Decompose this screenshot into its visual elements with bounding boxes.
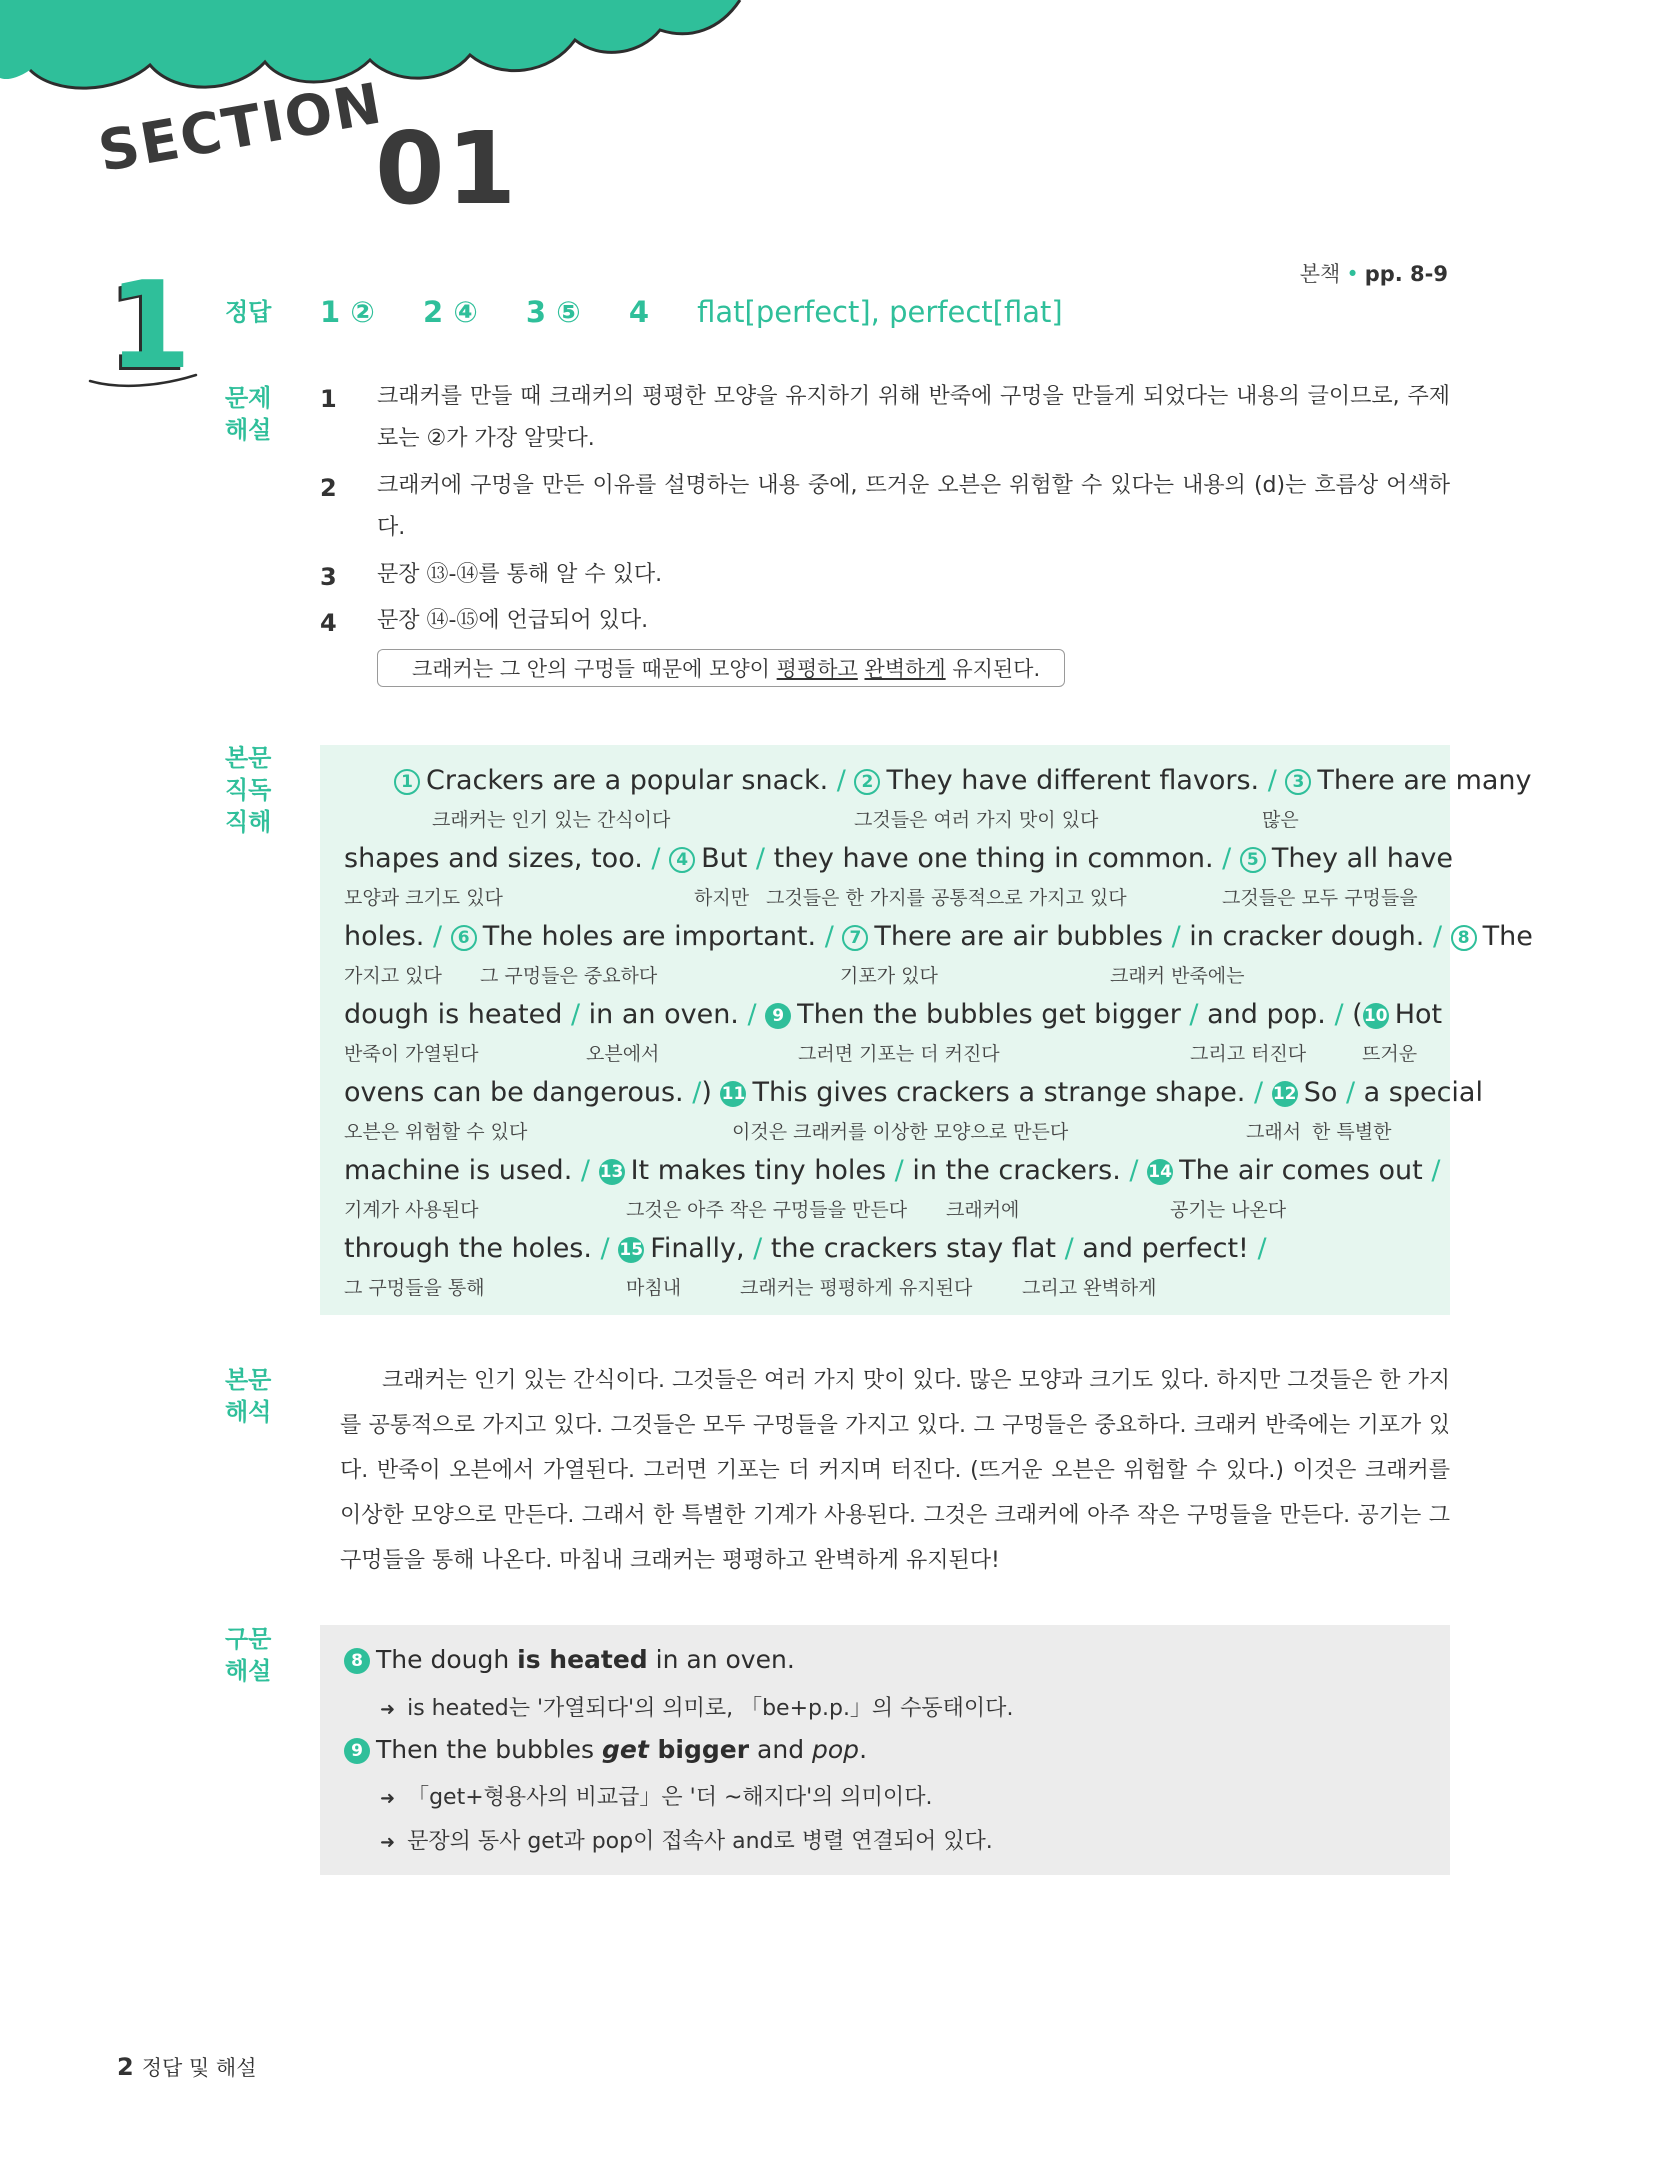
- reading-line-1: [344, 765, 1532, 843]
- reading-label-line3: 직해: [225, 808, 272, 836]
- reading-ko: 기포가 있다: [840, 965, 938, 987]
- explanation-4-text: 문장 ⑭-⑮에 언급되어 있다.: [377, 608, 649, 633]
- reading-en: ovens can be dangerous. /) 11 This gives crackers a strange shape. / 12 So / a special: [344, 1077, 1483, 1108]
- section-number: 01: [375, 110, 519, 227]
- item-number: 1: [108, 257, 192, 396]
- translation-label-line1: 본문: [225, 1366, 272, 1394]
- reading-box: [320, 745, 1533, 1315]
- grammar-s8-c: in an oven.: [647, 1645, 795, 1674]
- grammar-s8-a: The dough: [376, 1645, 518, 1674]
- reading-ko: 크래커에: [946, 1199, 1020, 1221]
- reading-label-line1: 본문: [225, 744, 272, 772]
- grammar-note-9b-text: 문장의 동사 get과 pop이 접속사 and로 병렬 연결되어 있다.: [407, 1829, 993, 1854]
- summary-text-c: 유지된다.: [945, 657, 1041, 681]
- reading-ko: 크래커는 인기 있는 간식이다: [432, 809, 671, 831]
- grammar-s9-bigger: bigger: [648, 1735, 750, 1764]
- reading-ko: 그리고 터진다: [1190, 1043, 1307, 1065]
- grammar-label-line2: 해설: [225, 1657, 272, 1685]
- explanation-1-number: 1: [320, 385, 337, 413]
- reading-label: [225, 742, 285, 838]
- explanation-4-number: 4: [320, 609, 337, 637]
- book-page-reference: [1300, 258, 1448, 288]
- section-word: SECTION: [93, 71, 388, 185]
- page-number: 2: [117, 2053, 134, 2081]
- grammar-s9-pop: pop: [812, 1735, 860, 1764]
- summary-text-a: 크래커는 그 안의 구멍들 때문에 모양이: [412, 657, 777, 681]
- explanation-2-number: 2: [320, 474, 337, 502]
- sentence-number-9: 9: [344, 1738, 370, 1764]
- book-ref-prefix: 본책: [1299, 262, 1341, 286]
- explanation-1-text: 크래커를 만들 때 크래커의 평평한 모양을 유지하기 위해 반죽에 구멍을 만들게 되었다는 내용의 글이므로, 주제로는 ②가 가장 알맞다.: [377, 384, 1450, 451]
- answer-4-number: 4: [628, 295, 649, 329]
- explanation-label-line1: 문제: [225, 384, 272, 412]
- answer-4: [629, 295, 1101, 329]
- grammar-s9-get: get: [602, 1735, 649, 1764]
- reading-line-3: [344, 921, 1533, 999]
- reading-en: holes. / 6 The holes are important. / 7 There are air bubbles / in cracker dough. / 8 The: [344, 921, 1533, 952]
- reading-ko: 반죽이 가열된다: [344, 1043, 479, 1065]
- reading-en: through the holes. / 15 Finally, / the crackers stay flat / and perfect! /: [344, 1233, 1267, 1264]
- reading-ko: 뜨거운: [1362, 1043, 1418, 1065]
- answer-1: 1 ②: [320, 295, 375, 329]
- reading-ko: 그것은 아주 작은 구멍들을 만든다: [626, 1199, 908, 1221]
- grammar-box: [320, 1625, 1450, 1875]
- summary-underlined-1: 평평하고: [776, 657, 858, 681]
- arrow-right-icon: ➜: [380, 1699, 396, 1720]
- grammar-note-9a: [380, 1780, 932, 1811]
- reading-ko: 크래커 반죽에는: [1110, 965, 1245, 987]
- reading-ko: 크래커는 평평하게 유지된다: [740, 1277, 973, 1299]
- explanation-label-line2: 해설: [225, 416, 272, 444]
- section-title: [93, 71, 665, 230]
- reading-label-line2: 직독: [225, 776, 272, 804]
- translation-text: 크래커는 인기 있는 간식이다. 그것들은 여러 가지 맛이 있다. 많은 모양과 크기도 있다. 하지만 그것들은 한 가지를 공통적으로 가지고 있다. 그것들은 모두 구멍들을 가지고 있다. 그 구멍들은 중요하다. 크래커 반죽에는 기포가 있다. 반죽이 오븐에서 가열된다. 그러면 기포는 더 커지며 터진다. (뜨거운 오븐은 위험할 수 있다.) 이것은 크래커를 이상한 모양으로 만든다. 그래서 한 특별한 기계가 사용된다. 그것은 크래커에 아주 작은 구멍들을 만든다. 공기는 그 구멍들을 통해 나온다. 마침내 크래커는 평평하고 완벽하게 유지된다!: [340, 1368, 1450, 1573]
- grammar-s9-a: Then the bubbles: [376, 1735, 603, 1764]
- grammar-sentence-9: [344, 1735, 867, 1764]
- reading-ko: 가지고 있다: [344, 965, 442, 987]
- reading-ko: 모양과 크기도 있다: [344, 887, 503, 909]
- grammar-s9-period: .: [859, 1735, 868, 1764]
- reading-ko: 공기는 나온다: [1170, 1199, 1287, 1221]
- reading-line-4: [344, 999, 1443, 1077]
- reading-ko: 오븐에서: [586, 1043, 660, 1065]
- reading-ko: 그러면 기포는 더 커진다: [798, 1043, 1000, 1065]
- explanation-label: [225, 382, 285, 446]
- reading-line-6: [344, 1155, 1441, 1233]
- swoosh-underline-icon: [88, 373, 198, 393]
- grammar-note-8: [380, 1691, 1013, 1722]
- reading-ko: 기계가 사용된다: [344, 1199, 479, 1221]
- grammar-s8-bold: is heated: [517, 1645, 648, 1674]
- reading-ko: 그 구멍들을 통해: [344, 1277, 485, 1299]
- reading-ko: 마침내: [626, 1277, 682, 1299]
- translation-paragraph: [340, 1358, 1450, 1583]
- dot-separator: •: [1346, 262, 1359, 286]
- reading-ko: 오븐은 위험할 수 있다: [344, 1121, 528, 1143]
- grammar-label-line1: 구문: [225, 1625, 272, 1653]
- explanation-2-text: 크래커에 구멍을 만든 이유를 설명하는 내용 중에, 뜨거운 오븐은 위험할 수 있다는 내용의 (d)는 흐름상 어색하다.: [377, 473, 1450, 540]
- reading-ko: 많은: [1262, 809, 1299, 831]
- reading-line-5: [344, 1077, 1483, 1155]
- reading-ko: 그 구멍들은 중요하다: [480, 965, 658, 987]
- answer-2: 2 ④: [422, 295, 478, 329]
- answer-list: [320, 295, 1101, 329]
- reading-en: shapes and sizes, too. / 4 But / they have one thing in common. / 5 They all have: [344, 843, 1453, 874]
- reading-ko: 그래서: [1246, 1121, 1302, 1143]
- reading-ko: 그것들은 여러 가지 맛이 있다: [854, 809, 1099, 831]
- grammar-label: [225, 1623, 285, 1687]
- reading-line-7: [344, 1233, 1424, 1311]
- reading-ko: 그것들은 한 가지를 공통적으로 가지고 있다: [766, 887, 1127, 909]
- reading-en: dough is heated / in an oven. / 9 Then the bubbles get bigger / and pop. / (10 Hot: [344, 999, 1443, 1030]
- arrow-right-icon: ➜: [380, 1788, 396, 1809]
- footer-title: 정답 및 해설: [141, 2056, 257, 2080]
- reading-line-2: [344, 843, 1453, 921]
- grammar-note-9a-text: 「get+형용사의 비교급」은 '더 ~해지다'의 의미이다.: [407, 1785, 933, 1810]
- explanation-3-number: 3: [320, 563, 337, 591]
- reading-ko: 하지만: [694, 887, 750, 909]
- sentence-number-8: 8: [344, 1648, 370, 1674]
- answer-4-text: flat[perfect], perfect[flat]: [697, 295, 1063, 329]
- grammar-note-9b: [380, 1824, 993, 1855]
- reading-ko: 그리고 완벽하게: [1022, 1277, 1157, 1299]
- summary-box: [377, 649, 1065, 687]
- grammar-note-8-text: is heated는 '가열되다'의 의미로, 「be+p.p.」의 수동태이다.: [407, 1696, 1014, 1721]
- grammar-s9-and: and: [749, 1735, 813, 1764]
- answer-3: 3 ⑤: [525, 295, 581, 329]
- explanation-3-text: 문장 ⑬-⑭를 통해 알 수 있다.: [377, 562, 663, 587]
- arrow-right-icon: ➜: [380, 1832, 396, 1853]
- reading-ko: 이것은 크래커를 이상한 모양으로 만든다: [732, 1121, 1069, 1143]
- reading-ko: 그것들은 모두 구멍들을: [1222, 887, 1418, 909]
- reading-en: 1 Crackers are a popular snack. / 2 They have different flavors. / 3 There are many: [394, 765, 1532, 796]
- page-footer: [117, 2052, 256, 2082]
- reading-ko: 한 특별한: [1312, 1121, 1392, 1143]
- item-number-badge: [88, 257, 198, 396]
- grammar-sentence-8: [344, 1645, 795, 1674]
- translation-label-line2: 해석: [225, 1398, 272, 1426]
- book-ref-pages: pp. 8-9: [1364, 262, 1448, 286]
- reading-en: machine is used. / 13 It makes tiny holes / in the crackers. / 14 The air comes out /: [344, 1155, 1441, 1186]
- answer-label: 정답: [225, 298, 272, 326]
- summary-underlined-2: 완벽하게: [864, 657, 946, 681]
- translation-label: [225, 1364, 285, 1428]
